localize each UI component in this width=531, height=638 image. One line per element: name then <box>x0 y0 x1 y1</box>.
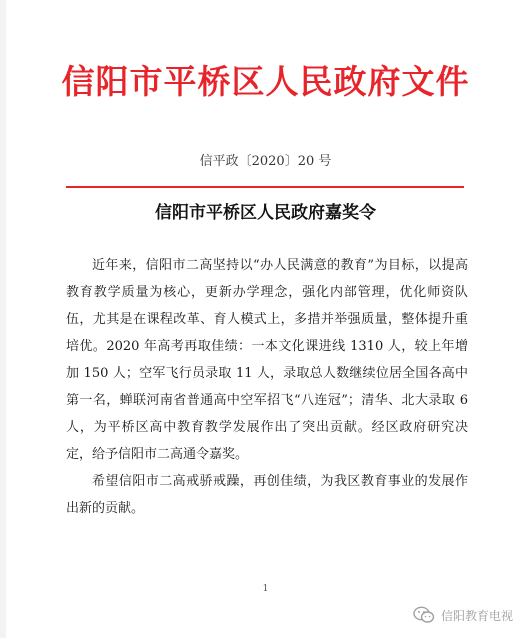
document-number: 信平政〔2020〕20 号 <box>199 154 332 169</box>
document-body <box>66 252 468 522</box>
document-header-title: 信阳市平桥区人民政府文件 <box>61 62 470 101</box>
red-divider-line <box>66 186 464 188</box>
page-number: 1 <box>262 584 269 594</box>
body-paragraph-2: 希望信阳市二高戒骄戒躁，再创佳绩，为我区教育事业的发展作出新的贡献。 <box>66 474 468 516</box>
watermark <box>413 606 513 624</box>
wechat-icon <box>413 606 435 624</box>
decree-title: 信阳市平桥区人民政府嘉奖令 <box>155 203 376 223</box>
watermark-text: 信阳教育电视 <box>440 608 513 623</box>
body-paragraph-1: 近年来，信阳市二高坚持以“办人民满意的教育”为目标，以提高教育教学质量为核心，更新办学理念，强化内部管理，优化师资队伍，尤其是在课程改革、育人模式上，多措并举强质量，整体提升重培优。2020 年高考再取佳绩：一本文化课进线 1310 人，较上年增加 150 人；空军飞行员录取 11 人，录取总人数继续位居全国各高中第一名，蝉联河南省普通高中空军招飞“八连冠”；清华、北大录取 6 人，为平桥区高中教育教学发展作出了突出贡献。经区政府研究决定，给予信阳市二高通令嘉奖。 <box>66 258 468 462</box>
